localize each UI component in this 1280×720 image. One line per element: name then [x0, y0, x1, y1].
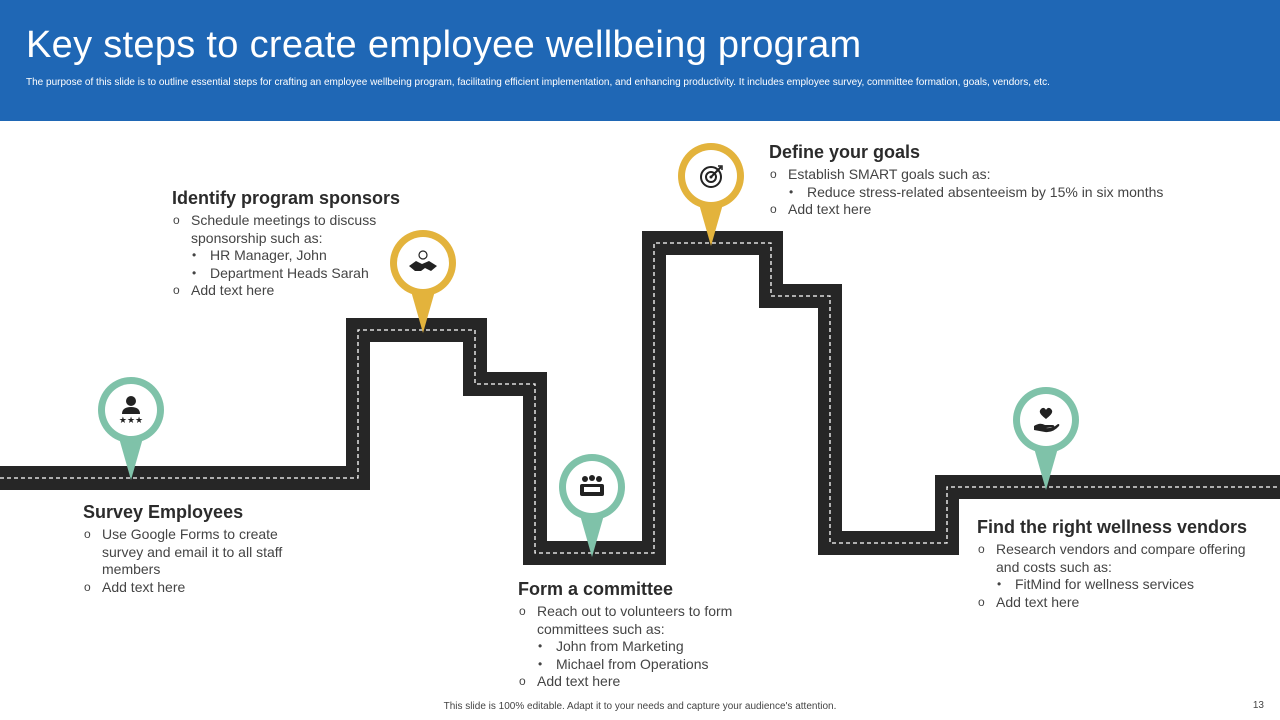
step-vendors-sub-1: • FitMind for wellness services — [977, 576, 1257, 594]
step-goals-item-1: o Establish SMART goals such as: — [769, 166, 1209, 184]
step-vendors-item-1: o Research vendors and compare offering and costs such as: — [977, 541, 1257, 576]
team-table-icon — [580, 475, 604, 496]
page-number: 13 — [1252, 700, 1264, 711]
step-vendors-title: Find the right wellness vendors — [977, 517, 1248, 537]
step-sponsors-sub-1: • HR Manager, John — [172, 247, 402, 265]
pin-committee — [558, 453, 626, 559]
step-sponsors-item-1: o Schedule meetings to discuss sponsorship such as: — [172, 212, 402, 247]
svg-text:★★★: ★★★ — [118, 416, 144, 426]
step-survey-title: Survey Employees — [83, 502, 244, 522]
step-survey-item-1: o Use Google Forms to create survey and email it to all staff members — [83, 526, 283, 579]
page-title: Key steps to create employee wellbeing program — [26, 24, 862, 66]
step-committee-item-2: o Add text here — [518, 673, 763, 691]
pin-goals — [677, 142, 745, 248]
page-subtitle: The purpose of this slide is to outline essential steps for crafting an employee wellbeing program, facilitating efficient implementation, and enhancing productivity. It includes employee survey, committee formation, goals, vendors, etc. — [26, 77, 1050, 88]
step-sponsors-item-2: o Add text here — [172, 282, 402, 300]
step-committee-sub-1: • John from Marketing — [518, 638, 763, 656]
step-sponsors — [172, 188, 402, 300]
footer-note: This slide is 100% editable. Adapt it to your needs and capture your audience's attention. — [443, 701, 837, 712]
step-vendors-item-2: o Add text here — [977, 594, 1257, 612]
step-survey — [83, 502, 283, 596]
step-sponsors-title: Identify program sponsors — [172, 188, 401, 208]
step-committee — [518, 579, 763, 691]
step-survey-item-2: o Add text here — [83, 579, 283, 597]
step-committee-sub-2: • Michael from Operations — [518, 656, 763, 674]
pin-survey — [97, 376, 165, 482]
step-goals-title: Define your goals — [769, 142, 921, 162]
step-committee-title: Form a committee — [518, 579, 674, 599]
step-sponsors-sub-2: • Department Heads Sarah — [172, 265, 402, 283]
pin-vendors — [1012, 386, 1080, 492]
step-goals-item-2: o Add text here — [769, 201, 1209, 219]
step-committee-item-1: o Reach out to volunteers to form committees such as: — [518, 603, 763, 638]
step-vendors — [977, 517, 1257, 611]
step-goals — [769, 142, 1209, 219]
step-goals-sub-1: • Reduce stress-related absenteeism by 15% in six months — [769, 184, 1209, 202]
